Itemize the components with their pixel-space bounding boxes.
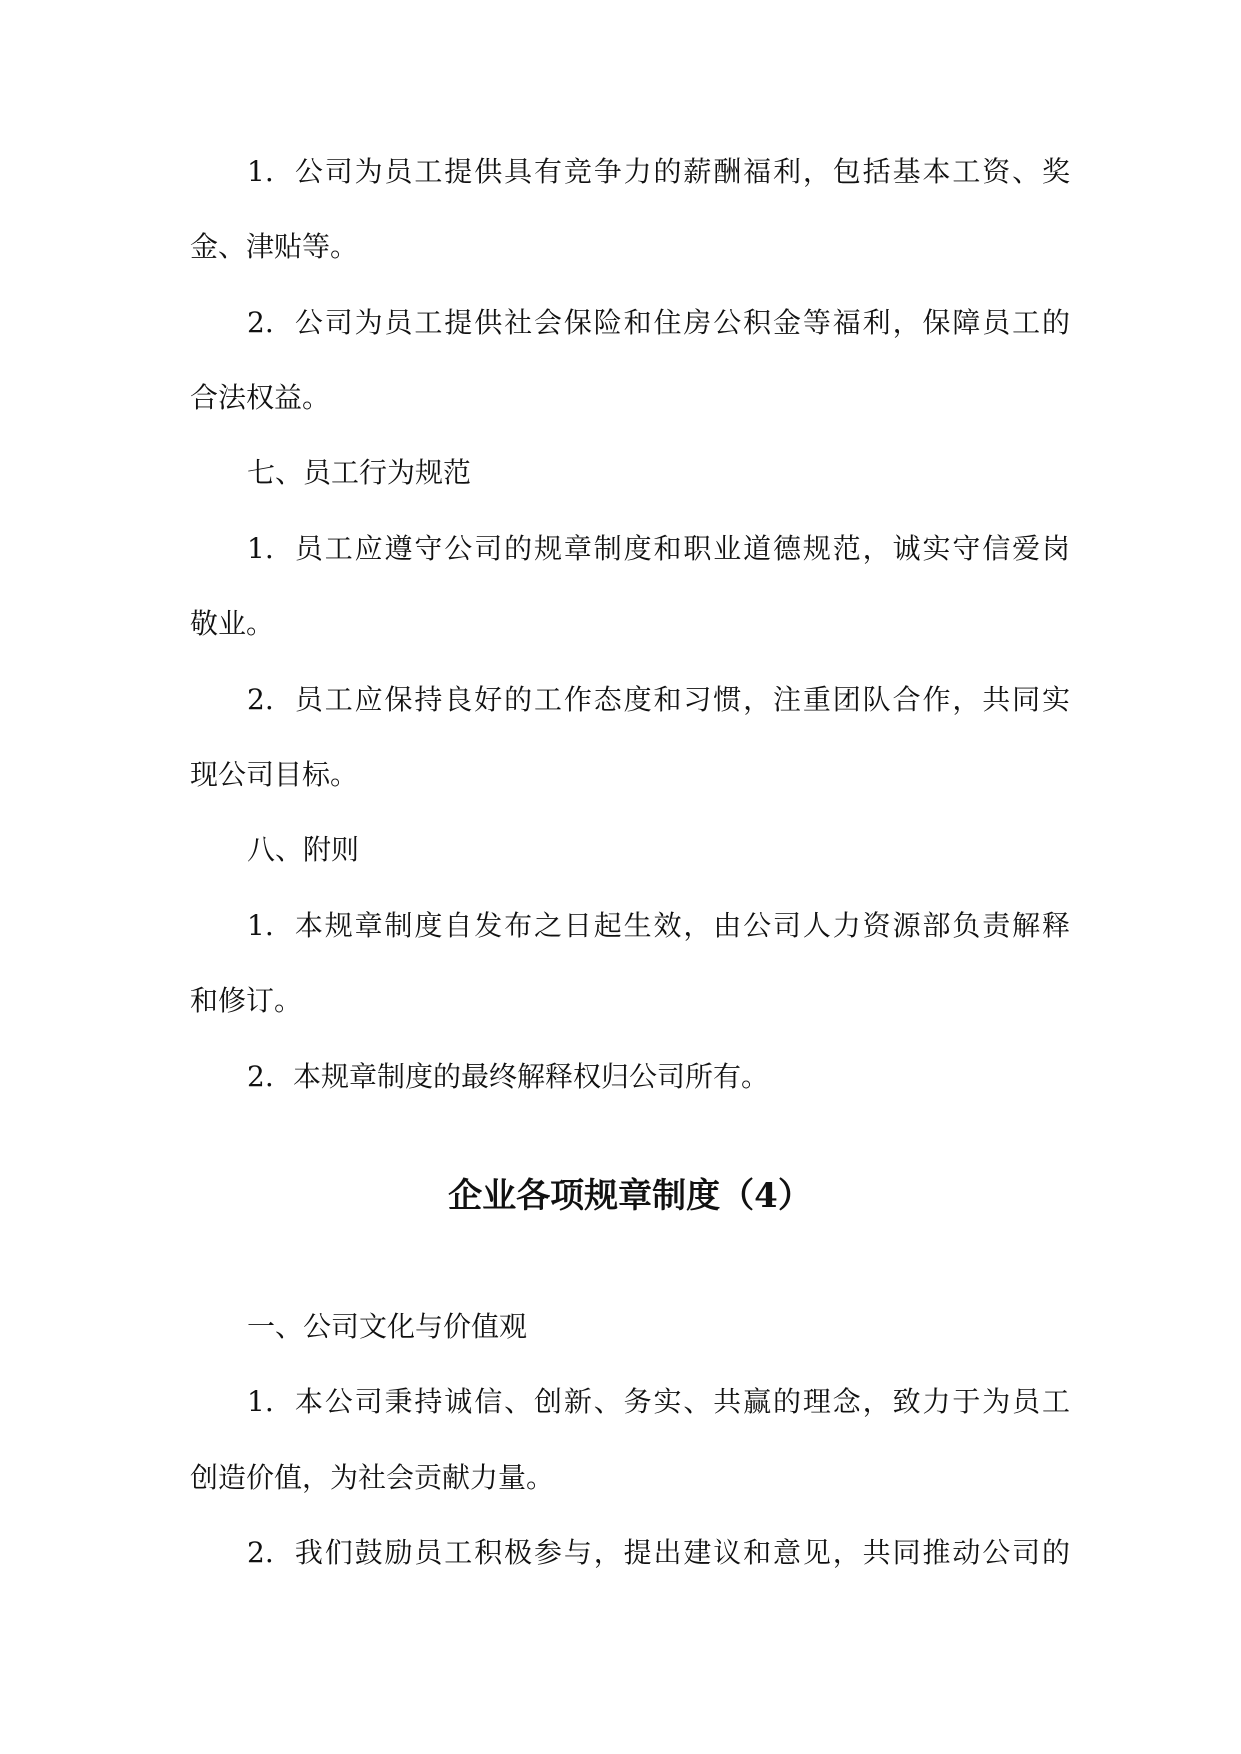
paragraph-line <box>190 981 1070 1021</box>
paragraph-text: 和修订。 <box>190 984 303 1017</box>
section-heading <box>247 453 1070 493</box>
paragraph-line <box>247 303 1070 343</box>
paragraph-line <box>247 1533 1070 1573</box>
paragraph-line <box>190 755 1070 795</box>
paragraph-text: 本规章制度的最终解释权归公司所有。 <box>293 1060 770 1093</box>
paragraph-text: 本规章制度自发布之日起生效，由公司人力资源部负责解释 <box>293 909 1070 942</box>
paragraph-line <box>247 906 1070 946</box>
paragraph-line <box>247 1382 1070 1422</box>
paragraph-line <box>190 1458 1070 1498</box>
paragraph-line <box>190 378 1070 418</box>
section-heading-text: 七、员工行为规范 <box>247 456 472 489</box>
list-number: 1. <box>247 155 274 188</box>
paragraph-line <box>190 227 1070 267</box>
paragraph-text: 现公司目标。 <box>190 758 359 791</box>
paragraph-text: 敬业。 <box>190 607 275 640</box>
section-heading <box>247 1307 1070 1347</box>
document-title: 企业各项规章制度（4） <box>448 1176 812 1216</box>
section-heading <box>247 830 1070 870</box>
paragraph-line <box>190 604 1070 644</box>
list-number: 1. <box>247 1385 274 1418</box>
paragraph-text: 合法权益。 <box>190 381 331 414</box>
paragraph-text: 我们鼓励员工积极参与，提出建议和意见，共同推动公司的 <box>293 1536 1070 1569</box>
paragraph-text: 员工应遵守公司的规章制度和职业道德规范，诚实守信爱岗 <box>293 532 1070 565</box>
paragraph-text: 金、津贴等。 <box>190 230 359 263</box>
paragraph-line <box>247 1057 1070 1097</box>
list-number: 2. <box>247 683 274 716</box>
paragraph-text: 员工应保持良好的工作态度和习惯，注重团队合作，共同实 <box>293 683 1070 716</box>
section-heading-text: 八、附则 <box>247 833 360 866</box>
paragraph-text: 创造价值，为社会贡献力量。 <box>190 1461 555 1494</box>
list-number: 2. <box>247 1060 274 1093</box>
paragraph-text: 本公司秉持诚信、创新、务实、共赢的理念，致力于为员工 <box>293 1385 1070 1418</box>
paragraph-line <box>247 152 1070 192</box>
list-number: 1. <box>247 532 274 565</box>
list-number: 2. <box>247 306 274 339</box>
paragraph-line <box>247 680 1070 720</box>
paragraph-line <box>247 529 1070 569</box>
list-number: 1. <box>247 909 274 942</box>
list-number: 2. <box>247 1536 274 1569</box>
paragraph-text: 公司为员工提供社会保险和住房公积金等福利，保障员工的 <box>293 306 1070 339</box>
section-heading-text: 一、公司文化与价值观 <box>247 1310 528 1343</box>
paragraph-text: 公司为员工提供具有竞争力的薪酬福利，包括基本工资、奖 <box>293 155 1070 188</box>
